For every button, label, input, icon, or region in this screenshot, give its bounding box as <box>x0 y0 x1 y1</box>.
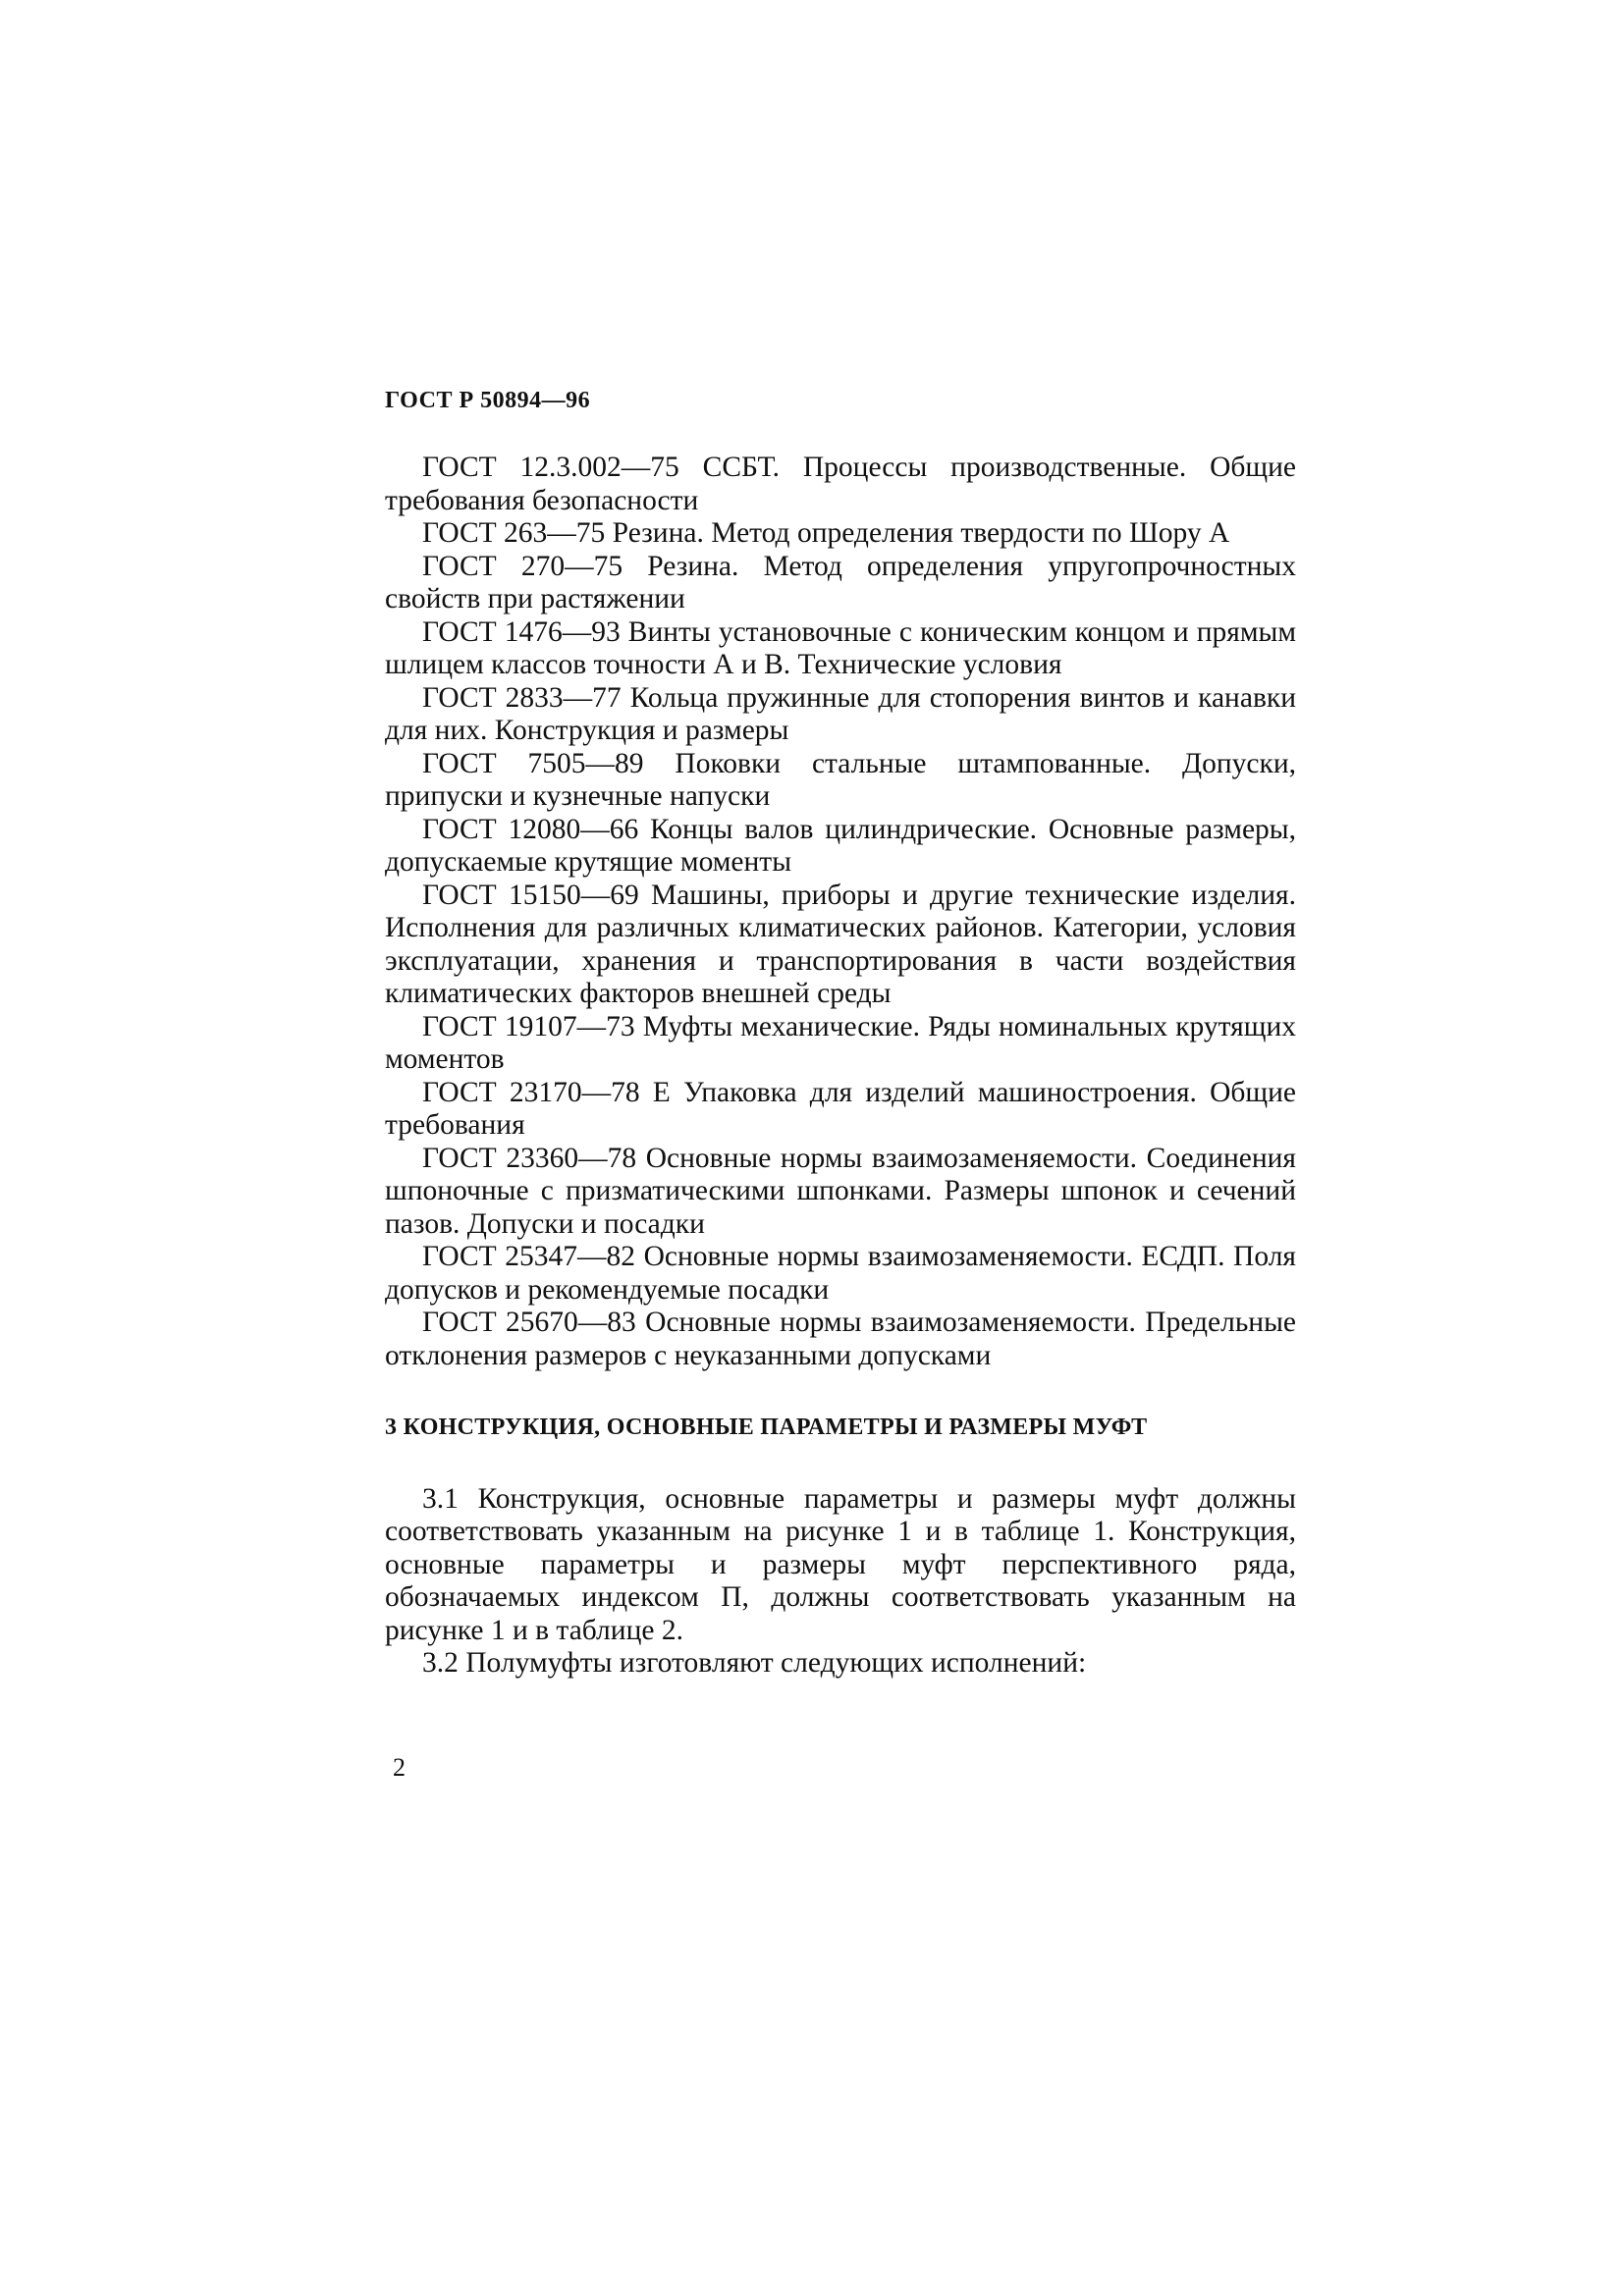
reference-item: ГОСТ 270—75 Резина. Метод определения упругопрочностных свойств при растяжении <box>385 550 1296 614</box>
reference-item: ГОСТ 23360—78 Основные нормы взаимозаменяемости. Соединения шпоночные с призматическими шпонками. Размеры шпонок и сечений пазов. Допуски и посадки <box>385 1142 1296 1240</box>
paragraph-3-1: 3.1 Конструкция, основные параметры и размеры муфт должны соответствовать указанным на рисунке 1 и в таблице 1. Конструкция, основные параметры и размеры муфт перспективного ряда, обозначаемых индексом П, должны соответствовать указанным на рисунке 1 и в таблице 2. <box>385 1482 1296 1646</box>
paragraph-3-2: 3.2 Полумуфты изготовляют следующих исполнений: <box>422 1647 1087 1679</box>
section-heading: 3 КОНСТРУКЦИЯ, ОСНОВНЫЕ ПАРАМЕТРЫ И РАЗМЕРЫ МУФТ <box>385 1415 1148 1440</box>
reference-item: ГОСТ 263—75 Резина. Метод определения твердости по Шору А <box>422 517 1230 549</box>
reference-item: ГОСТ 15150—69 Машины, приборы и другие технические изделия. Исполнения для различных климатических районов. Категории, условия эксплуатации, хранения и транспортирования в части воздействия климатических факторов внешней среды <box>385 879 1296 1009</box>
reference-item: ГОСТ 12080—66 Концы валов цилиндрические. Основные размеры, допускаемые крутящие моменты <box>385 813 1296 878</box>
reference-item: ГОСТ 1476—93 Винты установочные с коническим концом и прямым шлицем классов точности А и В. Технические условия <box>385 615 1296 680</box>
running-header: ГОСТ Р 50894—96 <box>385 388 591 413</box>
reference-item: ГОСТ 12.3.002—75 ССБТ. Процессы производственные. Общие требования безопасности <box>385 452 1296 516</box>
reference-item: ГОСТ 25347—82 Основные нормы взаимозаменяемости. ЕСДП. Поля допусков и рекомендуемые посадки <box>385 1241 1296 1306</box>
reference-item: ГОСТ 25670—83 Основные нормы взаимозаменяемости. Предельные отклонения размеров с неуказанными допусками <box>385 1307 1296 1371</box>
reference-item: ГОСТ 23170—78 Е Упаковка для изделий машиностроения. Общие требования <box>385 1076 1296 1141</box>
page-number: 2 <box>393 1753 406 1782</box>
reference-item: ГОСТ 7505—89 Поковки стальные штампованные. Допуски, припуски и кузнечные напуски <box>385 747 1296 812</box>
reference-item: ГОСТ 19107—73 Муфты механические. Ряды номинальных крутящих моментов <box>385 1010 1296 1075</box>
reference-item: ГОСТ 2833—77 Кольца пружинные для стопорения винтов и канавки для них. Конструкция и размеры <box>385 681 1296 746</box>
page-body <box>385 452 1296 1681</box>
